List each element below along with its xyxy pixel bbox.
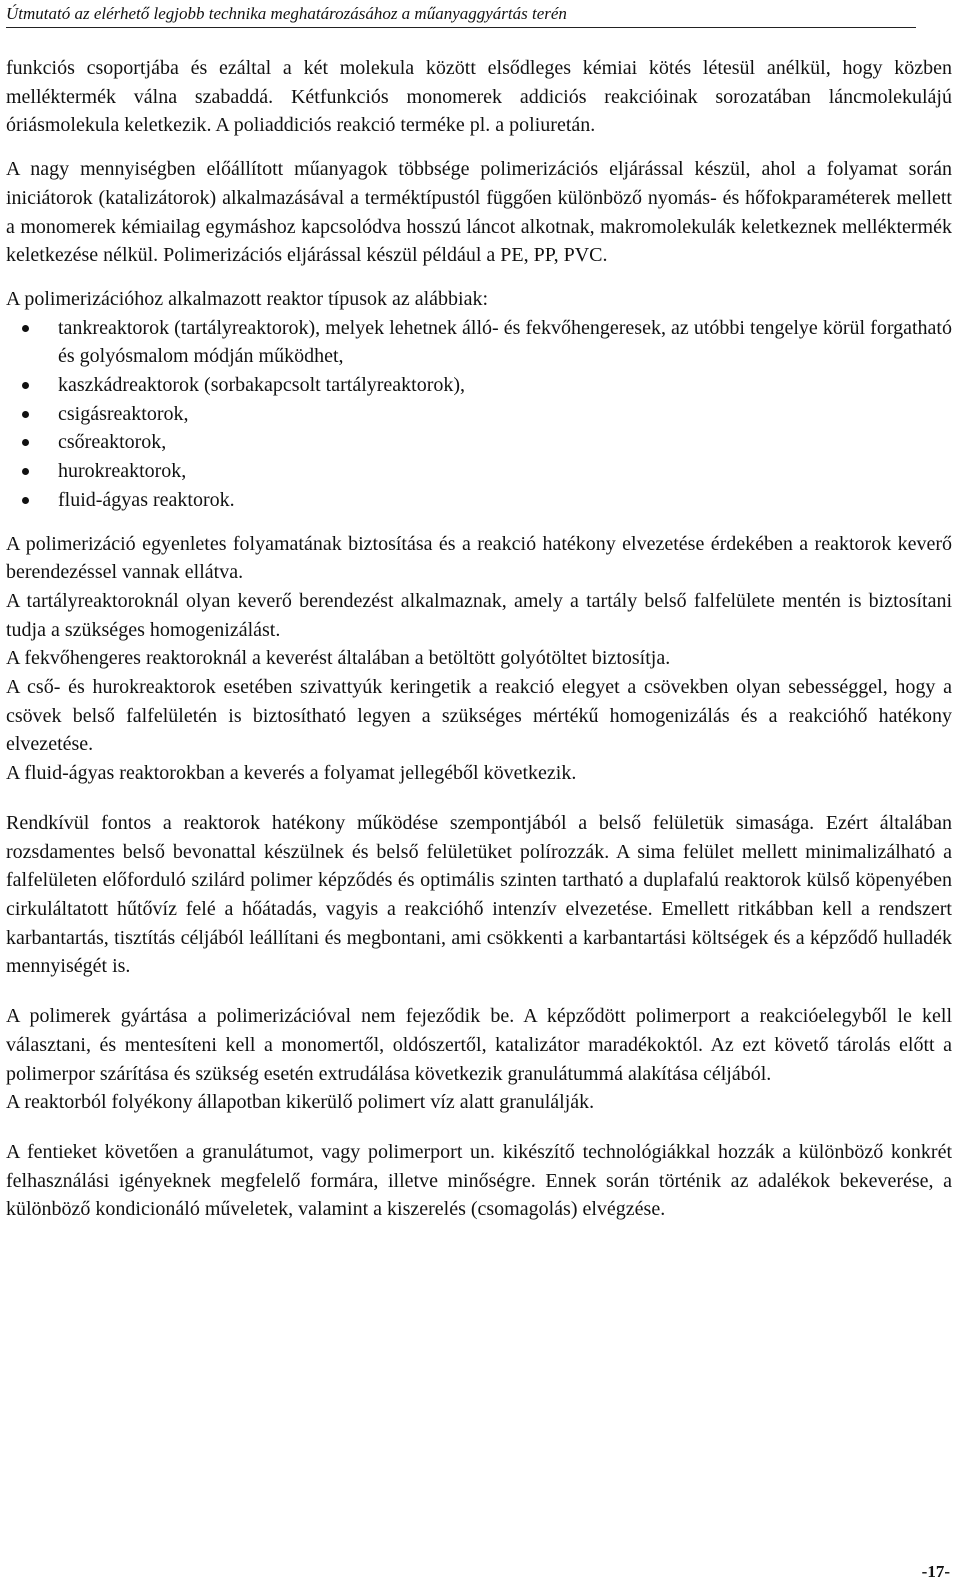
paragraph-fluid-bed-reactors: A fluid-ágyas reaktorokban a keverés a folyamat jellegéből következik. bbox=[6, 762, 577, 785]
list-item bbox=[6, 400, 952, 429]
paragraph-tube-loop-reactors: A cső- és hurokreaktorok esetében szivattyúk keringetik a reakció elegyet a csövekben olyan sebességgel, hogy a csövek belső falfelületén is biztosítható legyen a szükséges mértékű homogenizálás és a reakcióhő hatékony elvezetése. bbox=[6, 676, 952, 756]
bullet-icon bbox=[22, 411, 29, 418]
paragraph-post-processing: A polimerek gyártása a polimerizációval nem fejeződik be. A képződött polimerport a reakcióelegyből le kell választani, és mentesíteni kell a monomertől, oldószertől, katalizátor maradékoktól. Az ezt követő tárolás előtt a polimerpor szárítása és szükség esetén extrudálása következik granulátummá alakítása céljából. bbox=[6, 1005, 952, 1085]
page-number: -17- bbox=[921, 1562, 950, 1581]
list-item-text: csőreaktorok, bbox=[58, 431, 167, 454]
bullet-icon bbox=[22, 497, 29, 504]
list-item bbox=[6, 486, 952, 515]
paragraph-continuation: funkciós csoportjába és ezáltal a két molekula között elsődleges kémiai kötés létesül anélkül, hogy közben melléktermék válna szabaddá. Kétfunkciós monomerek addiciós reakcióinak sorozatában láncmolekulájú óriásmolekula keletkezik. A poliaddiciós reakció terméke pl. a poliuretán. bbox=[6, 57, 952, 137]
paragraph-granulation: A reaktorból folyékony állapotban kikerülő polimert víz alatt granulálják. bbox=[6, 1091, 595, 1114]
list-item-text: csigásreaktorok, bbox=[58, 402, 189, 425]
running-header bbox=[6, 3, 916, 28]
paragraph-finishing: A fentieket követően a granulátumot, vagy polimerport un. kikészítő technológiákkal hozzák a különböző konkrét felhasználási igényeknek megfelelő formára, illetve minőségre. Ennek során történik az adalékok bekeverése, a különböző kondicionáló műveletek, valamint a kiszerelés (csomagolás) elvégzése. bbox=[6, 1140, 952, 1221]
list-item bbox=[6, 314, 952, 371]
paragraph-polymerization-intro: A nagy mennyiségben előállított műanyagok többsége polimerizációs eljárással készül, ahol a folyamat során iniciátorok (katalizátorok) alkalmazásával a terméktípustól függően különböző nyomás- és hőfokparaméterek mellett a monomerek kémiailag egymáshoz kapcsolódva hosszú láncot alkotnak, makromolekulák keletkeznek melléktermék keletkezése nélkül. Polimerizációs eljárással készül például a PE, PP, PVC. bbox=[6, 158, 952, 267]
list-item-text: tankreaktorok (tartályreaktorok), melyek lehetnek álló- és fekvőhengeresek, az utóbbi tengelye körül forgatható és golyósmalom módján működhet, bbox=[58, 316, 952, 368]
paragraph-mixing: A polimerizáció egyenletes folyamatának biztosítása és a reakció hatékony elvezetése érdekében a reaktorok keverő berendezéssel vannak ellátva. bbox=[6, 532, 952, 584]
bullet-icon bbox=[22, 439, 29, 446]
document-body bbox=[6, 54, 952, 1224]
bullet-icon bbox=[22, 382, 29, 389]
reactor-type-list bbox=[6, 314, 952, 515]
list-item bbox=[6, 371, 952, 400]
list-item-text: kaszkádreaktorok (sorbakapcsolt tartályreaktorok), bbox=[58, 374, 466, 397]
list-item-text: fluid-ágyas reaktorok. bbox=[58, 488, 235, 511]
paragraph-tank-reactors: A tartályreaktoroknál olyan keverő berendezést alkalmaznak, amely a tartály belső falfelülete mentén is biztosítani tudja a szükséges homogenizálást. bbox=[6, 589, 952, 641]
paragraph-surface-smoothness: Rendkívül fontos a reaktorok hatékony működése szempontjából a belső felületük simasága. Ezért általában rozsdamentes belső bevonattal készülnek és belső felületüket polírozzák. A sima felület mellett minimalizálható a falfelületen előforduló szilárd polimer képződés és optimális szinten tartható a duplafalú reaktorok külső köpenyében cirkuláltatott hűtővíz felé a hőátadás, vagyis a reakcióhő intenzív elvezetése. Emellett ritkábban kell a rendszert karbantartás, tisztítás céljából leállítani és megbontani, ami csökkenti a karbantartási költségek és a képződő hulladék mennyiségét is. bbox=[6, 811, 952, 978]
paragraph-reactor-types-intro: A polimerizációhoz alkalmazott reaktor típusok az alábbiak: bbox=[6, 287, 489, 310]
running-header-title: Útmutató az elérhető legjobb technika meghatározásához a műanyaggyártás terén bbox=[6, 4, 567, 23]
bullet-icon bbox=[22, 325, 29, 332]
list-item bbox=[6, 428, 952, 457]
bullet-icon bbox=[22, 468, 29, 475]
paragraph-horizontal-reactors: A fekvőhengeres reaktoroknál a keverést általában a betöltött golyótöltet biztosítja. bbox=[6, 647, 671, 670]
list-item bbox=[6, 457, 952, 486]
list-item-text: hurokreaktorok, bbox=[58, 460, 187, 483]
